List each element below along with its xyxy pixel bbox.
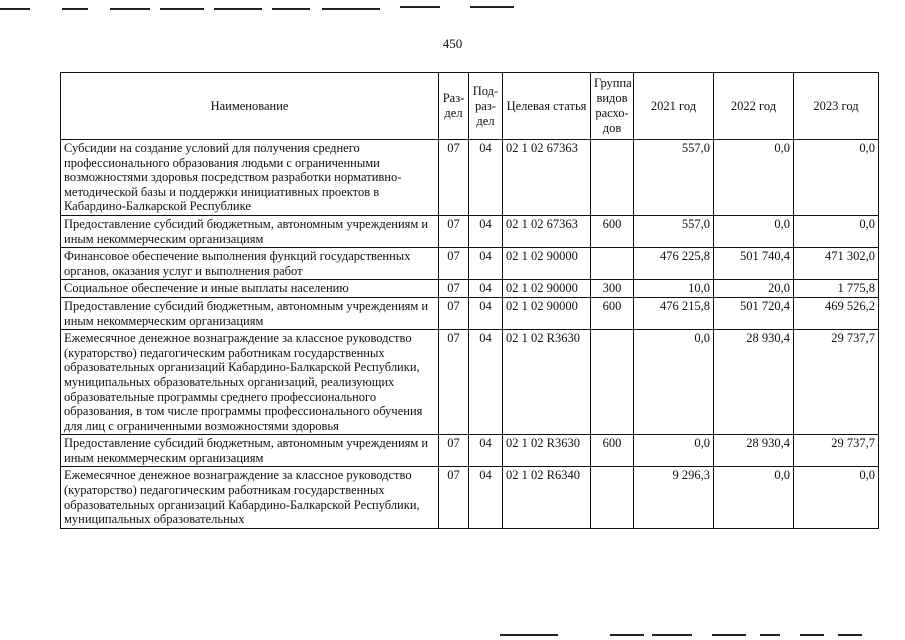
row-2022: 501 740,4: [714, 248, 794, 280]
row-razdel: 07: [439, 330, 469, 435]
row-gruppa: [591, 140, 634, 216]
row-podrazdel: 04: [469, 330, 503, 435]
row-name: Предоставление субсидий бюджетным, автономным учреждениям и иным некоммерческим организациям: [61, 215, 439, 247]
row-gruppa: [591, 330, 634, 435]
row-celevaya-statya: 02 1 02 R6340: [503, 467, 591, 528]
row-2022: 28 930,4: [714, 435, 794, 467]
scan-artifact-line: [322, 8, 380, 10]
scan-artifact-line: [470, 6, 514, 8]
row-2021: 0,0: [634, 330, 714, 435]
header-2023: 2023 год: [794, 73, 879, 140]
header-name: Наименование: [61, 73, 439, 140]
row-celevaya-statya: 02 1 02 90000: [503, 280, 591, 298]
row-celevaya-statya: 02 1 02 67363: [503, 215, 591, 247]
row-2022: 20,0: [714, 280, 794, 298]
scan-artifact-line: [800, 634, 824, 636]
row-2023: 469 526,2: [794, 297, 879, 329]
row-celevaya-statya: 02 1 02 90000: [503, 297, 591, 329]
table-row: [61, 297, 879, 329]
row-gruppa: 600: [591, 297, 634, 329]
row-2022: 501 720,4: [714, 297, 794, 329]
row-name: Субсидии на создание условий для получения среднего профессионального образования людьми с ограниченными возможностями здоровья посредством разработки нормативно-методической базы и поддержки инициативных проектов в Кабардино-Балкарской Республике: [61, 140, 439, 216]
row-2023: 29 737,7: [794, 330, 879, 435]
table-row: [61, 140, 879, 216]
row-2023: 1 775,8: [794, 280, 879, 298]
scan-artifact-line: [160, 8, 204, 10]
row-name: Предоставление субсидий бюджетным, автономным учреждениям и иным некоммерческим организациям: [61, 297, 439, 329]
header-gruppa-vidov: Группа видов расхо-дов: [591, 73, 634, 140]
scan-artifact-line: [760, 634, 780, 636]
row-2021: 0,0: [634, 435, 714, 467]
row-podrazdel: 04: [469, 280, 503, 298]
header-2022: 2022 год: [714, 73, 794, 140]
row-podrazdel: 04: [469, 467, 503, 528]
row-2021: 557,0: [634, 215, 714, 247]
header-2021: 2021 год: [634, 73, 714, 140]
scan-artifact-line: [838, 634, 862, 636]
table-row: [61, 435, 879, 467]
scan-artifact-line: [652, 634, 692, 636]
row-gruppa: [591, 467, 634, 528]
scan-artifact-line: [400, 6, 440, 8]
table-row: [61, 215, 879, 247]
row-2021: 10,0: [634, 280, 714, 298]
row-podrazdel: 04: [469, 215, 503, 247]
row-2022: 0,0: [714, 215, 794, 247]
row-2023: 0,0: [794, 215, 879, 247]
scan-artifact-line: [0, 8, 30, 10]
row-2023: 0,0: [794, 467, 879, 528]
row-gruppa: 300: [591, 280, 634, 298]
scan-artifact-line: [712, 634, 746, 636]
row-razdel: 07: [439, 140, 469, 216]
row-celevaya-statya: 02 1 02 R3630: [503, 330, 591, 435]
row-2023: 471 302,0: [794, 248, 879, 280]
table-row: [61, 248, 879, 280]
row-razdel: 07: [439, 215, 469, 247]
table-header-row: [61, 73, 879, 140]
row-2022: 28 930,4: [714, 330, 794, 435]
table-row: [61, 280, 879, 298]
row-razdel: 07: [439, 297, 469, 329]
table-row: [61, 330, 879, 435]
header-celevaya-statya: Целевая статья: [503, 73, 591, 140]
row-podrazdel: 04: [469, 140, 503, 216]
row-razdel: 07: [439, 248, 469, 280]
row-razdel: 07: [439, 467, 469, 528]
row-2021: 476 215,8: [634, 297, 714, 329]
table-row: [61, 467, 879, 528]
row-2021: 9 296,3: [634, 467, 714, 528]
scan-artifact-line: [214, 8, 262, 10]
row-2023: 29 737,7: [794, 435, 879, 467]
scan-artifact-line: [62, 8, 88, 10]
row-gruppa: [591, 248, 634, 280]
row-razdel: 07: [439, 435, 469, 467]
row-celevaya-statya: 02 1 02 90000: [503, 248, 591, 280]
row-name: Социальное обеспечение и иные выплаты населению: [61, 280, 439, 298]
row-podrazdel: 04: [469, 248, 503, 280]
scan-artifact-line: [110, 8, 150, 10]
header-podrazdel: Под-раз-дел: [469, 73, 503, 140]
row-podrazdel: 04: [469, 297, 503, 329]
row-gruppa: 600: [591, 215, 634, 247]
row-gruppa: 600: [591, 435, 634, 467]
row-2021: 476 225,8: [634, 248, 714, 280]
header-razdel: Раз-дел: [439, 73, 469, 140]
scan-artifact-line: [500, 634, 558, 636]
scan-artifact-line: [272, 8, 310, 10]
row-2021: 557,0: [634, 140, 714, 216]
budget-table: [60, 72, 879, 529]
scan-artifact-line: [610, 634, 644, 636]
row-2022: 0,0: [714, 140, 794, 216]
row-name: Предоставление субсидий бюджетным, автономным учреждениям и иным некоммерческим организациям: [61, 435, 439, 467]
row-name: Ежемесячное денежное вознаграждение за классное руководство (кураторство) педагогическим работникам государственных образовательных организаций Кабардино-Балкарской Республики, муниципальных образовательных организаций, реализующих образовательные программы среднего профессионального образования, в том числе программы профессионального обучения для лиц с ограниченными возможностями здоровья: [61, 330, 439, 435]
row-razdel: 07: [439, 280, 469, 298]
page-number: 450: [442, 36, 463, 51]
row-2022: 0,0: [714, 467, 794, 528]
row-name: Финансовое обеспечение выполнения функций государственных органов, оказания услуг и выполнения работ: [61, 248, 439, 280]
row-podrazdel: 04: [469, 435, 503, 467]
row-celevaya-statya: 02 1 02 67363: [503, 140, 591, 216]
row-name: Ежемесячное денежное вознаграждение за классное руководство (кураторство) педагогическим работникам государственных образовательных организаций Кабардино-Балкарской Республики, муниципальных образовательных: [61, 467, 439, 528]
row-2023: 0,0: [794, 140, 879, 216]
row-celevaya-statya: 02 1 02 R3630: [503, 435, 591, 467]
